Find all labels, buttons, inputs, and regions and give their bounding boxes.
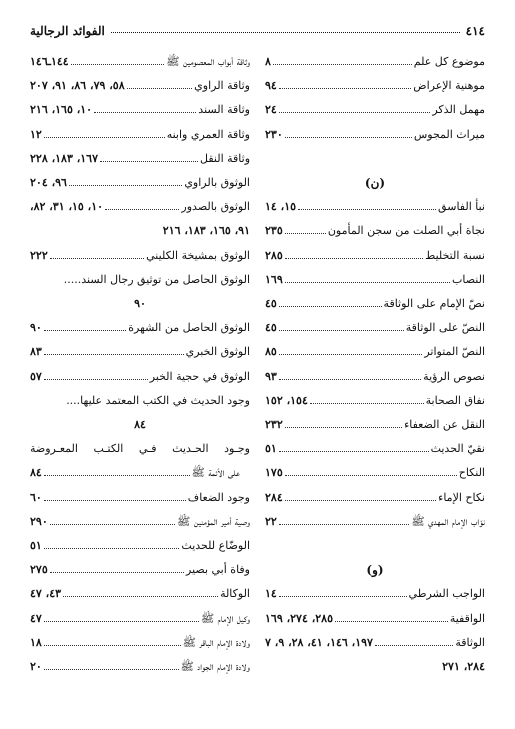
entry-title-wrapped: وجـود الحـديث فـي الكتـب المعـروضة <box>30 442 250 456</box>
index-column-left <box>30 50 250 679</box>
index-entry <box>265 268 485 292</box>
dot-leader <box>285 137 412 138</box>
entry-title: الواقفية <box>449 611 485 625</box>
entry-title: ميراث المجوس <box>413 127 485 141</box>
index-entry <box>265 292 485 316</box>
dot-leader <box>285 282 450 283</box>
dot-leader <box>285 500 436 501</box>
index-entry <box>265 437 485 461</box>
entry-title: وفاة أبي بصير <box>186 563 250 577</box>
entry-title: وثاقة العمري وابنه <box>166 127 250 141</box>
index-entry <box>265 316 485 340</box>
index-entry <box>265 123 485 147</box>
book-title: الفوائد الرجالية <box>30 24 105 38</box>
entry-title: الوثوق الحاصل من الشهرة <box>128 321 250 335</box>
index-entry <box>30 340 250 364</box>
entry-title: وكيل الإمام ﷺ <box>200 611 250 625</box>
entry-continuation: ٩٠ <box>134 297 146 311</box>
index-entry <box>265 340 485 364</box>
entry-title: وصية أمير المؤمنين ﷺ <box>177 514 250 528</box>
section-spacer <box>265 147 485 171</box>
dot-leader <box>279 88 411 89</box>
index-entry <box>30 316 250 340</box>
index-entry <box>265 389 485 413</box>
index-entry <box>30 195 250 219</box>
index-column-right <box>265 50 485 679</box>
entry-pages: ٨٣ <box>30 345 42 359</box>
entry-pages: ٩٣ <box>265 369 277 383</box>
entry-pages: ٢٨٥ <box>265 248 283 262</box>
entry-title: وثاقة النقل <box>200 151 250 165</box>
dot-leader <box>285 427 402 428</box>
index-entry <box>265 486 485 510</box>
entry-title-wrapped: وجود الحديث في الكتب المعتمد عليها.... <box>66 393 250 407</box>
entry-pages: ٤٣، ٤٧ <box>30 587 62 601</box>
entry-title: الوضّاع للحديث <box>181 539 250 553</box>
index-entry <box>30 147 250 171</box>
section-spacer <box>265 534 485 558</box>
dot-leader <box>94 112 196 113</box>
entry-pages: ١٦٧، ١٨٣، ٢٢٨ <box>30 151 98 165</box>
dot-leader <box>279 354 423 355</box>
entry-pages: ٨٤ <box>30 466 42 480</box>
entry-title: الواجب الشرطي <box>408 587 485 601</box>
index-entry <box>265 461 485 485</box>
index-entry <box>30 607 250 631</box>
entry-pages: ٥١ <box>265 442 277 456</box>
dot-leader <box>279 596 407 597</box>
entry-pages: ٨٥ <box>265 345 277 359</box>
entry-title: الوثوق في حجية الخبر <box>149 369 250 383</box>
entry-title: النصّ المتواتر <box>424 345 485 359</box>
entry-title: نبأ الفاسق <box>438 200 485 214</box>
dot-leader <box>50 524 175 525</box>
dot-leader <box>310 403 424 404</box>
entry-title: النكاح <box>458 466 485 480</box>
index-entry <box>30 74 250 98</box>
entry-title: مهمل الذكر <box>432 103 485 117</box>
dot-leader <box>71 64 164 65</box>
entry-pages: ٥١ <box>30 539 42 553</box>
index-entry <box>30 171 250 195</box>
entry-title: ولادة الإمام الجواد ﷺ <box>180 660 250 674</box>
dot-leader <box>279 112 431 113</box>
entry-pages: ٢٢٢ <box>30 248 48 262</box>
entry-title: وجود الضعاف <box>187 490 250 504</box>
index-entry <box>30 461 250 485</box>
entry-pages: ٢٤ <box>265 103 277 117</box>
entry-pages: ٢٨٥، ٢٧٤، ١٦٩ <box>265 611 333 625</box>
index-entry <box>265 582 485 606</box>
dot-leader <box>44 137 165 138</box>
entry-pages: ١٨ <box>30 635 42 649</box>
entry-pages: ٥٨، ٧٩، ٨٦، ٩١، ٢٠٧ <box>30 79 125 93</box>
entry-title: نجاة أبي الصلت من سجن المأمون <box>327 224 485 238</box>
dot-leader <box>285 475 457 476</box>
index-entry <box>265 631 485 655</box>
entry-title: الوكالة <box>220 587 250 601</box>
entry-continuation: ٢٨٤، ٢٧١ <box>442 660 485 674</box>
entry-title: نقيّ الحديث <box>430 442 485 456</box>
entry-pages: ١٠، ١٦٥، ٢١٦ <box>30 103 93 117</box>
entry-title: النقل عن الضعفاء <box>404 418 485 432</box>
entry-pages: ١٠، ١٥، ٣١، ٨٢، <box>30 200 104 214</box>
dot-leader <box>44 621 199 622</box>
index-entry <box>265 50 485 74</box>
index-entry <box>265 74 485 98</box>
entry-title: الوثوق بمشيخة الكليني <box>146 248 250 262</box>
entry-title: وثاقة الراوي <box>194 79 250 93</box>
running-header <box>30 16 485 38</box>
index-entry <box>30 486 250 510</box>
index-entry <box>30 244 250 268</box>
entry-title: النصّ على الوثاقة <box>405 321 485 335</box>
entry-pages: ٢٠ <box>30 660 42 674</box>
entry-pages: ٦٠ <box>30 490 42 504</box>
entry-title: الوثوق بالراوي <box>184 176 250 190</box>
dot-leader <box>375 645 453 646</box>
dot-leader <box>44 500 186 501</box>
entry-pages: ٤٥ <box>265 321 277 335</box>
dot-leader <box>279 330 404 331</box>
index-entry <box>265 607 485 631</box>
entry-pages: ١٥، ١٤ <box>265 200 297 214</box>
dot-leader <box>279 451 429 452</box>
index-entry <box>265 413 485 437</box>
entry-pages: ١٤ <box>265 587 277 601</box>
dot-leader <box>50 572 184 573</box>
dot-leader <box>69 185 182 186</box>
entry-title: موضوع كل علم <box>413 55 485 68</box>
entry-title: وثاقة السند <box>198 103 250 117</box>
dot-leader <box>44 330 126 331</box>
entry-pages: ٥٧ <box>30 369 42 383</box>
entry-pages: ٩٠ <box>30 321 42 335</box>
index-entry <box>30 510 250 534</box>
entry-title: على الأئمة ﷺ <box>191 466 240 480</box>
dot-leader <box>279 524 410 525</box>
index-entry <box>30 534 250 558</box>
entry-title: موهنية الإعراض <box>413 79 485 93</box>
entry-title: نسبة التخليط <box>425 248 485 262</box>
entry-title: الوثاقة <box>455 635 485 649</box>
index-entry <box>265 244 485 268</box>
entry-pages: ٤٧ <box>30 611 42 625</box>
index-entry <box>265 98 485 122</box>
dot-leader <box>127 88 193 89</box>
page-number: ٤١٤ <box>465 24 485 38</box>
entry-title: نصّ الإمام على الوثاقة <box>383 297 485 311</box>
entry-pages: ٢٢ <box>265 514 277 528</box>
entry-title: وثاقة أبواب المعصومين ﷺ <box>166 55 250 68</box>
dot-leader <box>298 209 436 210</box>
dot-leader <box>63 596 218 597</box>
dot-leader <box>279 379 421 380</box>
dot-leader <box>44 475 190 476</box>
entry-pages: ١٩٧، ١٤٦، ٤١، ٢٨، ٩، ٧ <box>265 635 373 649</box>
entry-title: نوّاب الإمام المهدي ﷺ <box>411 514 485 528</box>
dot-leader <box>285 258 423 259</box>
index-entry <box>265 510 485 534</box>
dot-leader <box>105 209 179 210</box>
index-entry <box>30 655 250 679</box>
entry-pages: ٢٣٠ <box>265 127 283 141</box>
entry-title: الوثوق الخبري <box>185 345 250 359</box>
entry-pages: ٢٣٥ <box>265 224 283 238</box>
section-letter-heading: (ن) <box>364 176 386 190</box>
index-entry <box>30 582 250 606</box>
index-entry <box>265 195 485 219</box>
dot-leader <box>44 669 179 670</box>
entry-pages: ١٦٩ <box>265 272 283 286</box>
index-entry <box>30 558 250 582</box>
entry-pages: ١٥٤، ١٥٢ <box>265 393 308 407</box>
entry-title: ولادة الإمام الباقر ﷺ <box>182 635 250 649</box>
dot-leader <box>50 258 144 259</box>
dot-leader <box>279 306 382 307</box>
entry-pages: ٤٥ <box>265 297 277 311</box>
entry-pages: ١٤٤ـ١٤٦ <box>30 55 69 68</box>
entry-pages: ٢٩٠ <box>30 514 48 528</box>
entry-pages: ١٧٥ <box>265 466 283 480</box>
entry-title-wrapped: الوثوق الحاصل من توثيق رجال السند..... <box>63 272 250 286</box>
dot-leader <box>285 233 326 234</box>
entry-continuation: ٩١، ١٦٥، ١٨٣، ٢١٦ <box>162 224 250 238</box>
index-entry <box>265 219 485 243</box>
index-entry <box>265 365 485 389</box>
entry-title: نفاق الصحابة <box>425 393 485 407</box>
entry-pages: ٩٤ <box>265 79 277 93</box>
entry-continuation: ٨٤ <box>134 418 146 432</box>
index-entry <box>30 123 250 147</box>
dot-leader <box>44 645 181 646</box>
entry-pages: ١٢ <box>30 127 42 141</box>
entry-pages: ٢٨٤ <box>265 490 283 504</box>
index-entry <box>30 50 250 74</box>
entry-title: الوثوق بالصدور <box>181 200 250 214</box>
entry-title: النصاب <box>452 272 485 286</box>
dot-leader <box>44 548 180 549</box>
entry-title: نصوص الرؤية <box>423 369 485 383</box>
index-entry <box>30 365 250 389</box>
entry-pages: ٩٦، ٢٠٤ <box>30 176 67 190</box>
dot-leader <box>44 354 184 355</box>
dot-leader <box>335 621 448 622</box>
dot-leader <box>100 161 198 162</box>
header-leader <box>111 32 460 33</box>
entry-pages: ٢٣٢ <box>265 418 283 432</box>
index-entry <box>30 98 250 122</box>
entry-pages: ٨ <box>265 55 271 68</box>
dot-leader <box>273 64 412 65</box>
dot-leader <box>44 379 148 380</box>
entry-pages: ٢٧٥ <box>30 563 48 577</box>
entry-title: نكاح الإماء <box>438 490 485 504</box>
section-letter-heading: (و) <box>366 563 384 578</box>
index-entry <box>30 631 250 655</box>
